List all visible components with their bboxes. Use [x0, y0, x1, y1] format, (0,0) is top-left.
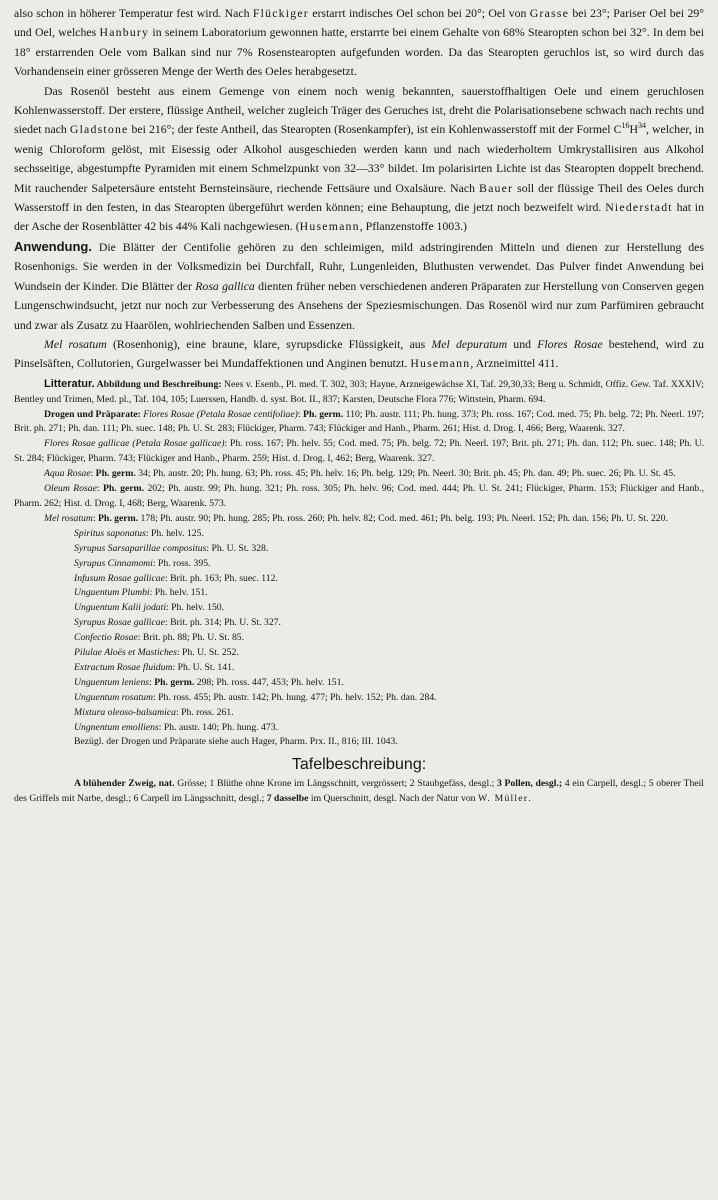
list-item: Syrupus Sarsaparillae compositus: Ph. U. St. 328. [74, 542, 269, 554]
author-hanbury: Hanbury [99, 25, 150, 40]
main-text [14, 4, 704, 374]
paragraph-rosenoel-temperatur: also schon in höherer Temperatur fest wird. Nach Flückiger erstarrt indisches Oel schon bei 20°; Oel von Grasse bei 23°; Pariser Oel bei 29° und Oel, welches Hanbury in seinem Laboratorium gewonnen hatte, erstarrte bei einem Gehalte von 68% Stearopten schon bei 32°. In dem bei 18° erstarrenden Oele vom Balkan sind nur 7% Rosenstearopten aufgefunden worden. Da das Stearopten geruchlos ist, so wird durch das Vorhandensein einer grösseren Menge der Werth des Oeles herabgesetzt. [14, 6, 704, 79]
literatur-hager-reference: Bezügl. der Drogen und Präparate siehe auch Hager, Pharm. Prx. II., 816; III. 1043. [74, 736, 398, 748]
literatur-abbildung: Litteratur. Abbildung und Beschreibung: Nees v. Esenb., Pl. med. T. 302, 303; Hayne, Arzneigewächse XI, Taf. 29,30,33; Berg u. Schmidt, Offiz. Gew. Taf. XXXIV; Bentley und Trimen, Med. pl., Taf. 104, 105; Luerssen, Handb. d. syst. Bot. II., 837; Karsten, Deutsche Flora 776; Wittstein, Pharm. 694. [14, 377, 704, 405]
formula-subscript-h: 34 [637, 121, 646, 131]
paragraph-mel-rosatum: Mel rosatum (Rosenhonig), eine braune, klare, syrupsdicke Flüssigkeit, aus Mel depuratum und Flores Rosae bestehend, wird zu Pinselsäften, Collutorien, Gurgelwasser bei Mundaffektionen und Anginen benutzt. Husemann, Arzneimittel 411. [14, 336, 705, 371]
section-heading-drogen: Drogen und Präparate: [44, 408, 141, 420]
tafelbeschreibung-section [14, 756, 704, 806]
literatur-flores-rosae-gallicae: Flores Rosae gallicae (Petala Rosae gallicae): Ph. ross. 167; Ph. helv. 55; Cod. med. 75; Ph. belg. 72; Ph. Neerl. 197; Brit. ph. 271; Ph. dan. 112; Ph. suec. 148; Ph. U. St. 284; Flückiger, Pharm. 743; Flückiger and Hanb., Pharm. 259; Hist. d. Drog. I, 462; Berg, Waarenk. 327. [14, 438, 705, 465]
list-item: Unguentum Plumbi: Ph. helv. 151. [74, 587, 208, 599]
literatur-mel-rosatum: Mel rosatum: Ph. germ. 178; Ph. austr. 90; Ph. hung. 285; Ph. ross. 260; Ph. helv. 82; Cod. med. 461; Ph. belg. 193; Ph. Neerl. 152; Ph. dan. 156; Ph. U. St. 220. [44, 512, 668, 524]
literatur-drogen-flores-rosae: Drogen und Präparate: Flores Rosae (Petala Rosae centifoliae): Ph. germ. 110; Ph. austr. 111; Ph. hung. 373; Ph. ross. 167; Cod. med. 75; Ph. belg. 72; Ph. Neerl. 197; Brit. ph. 271; Ph. dan. 111; Ph. suec. 148; Ph. U. St. 283; Flückiger, Pharm. 743; Flückiger and Hanb., Pharm. 261; Hist. d. Drog. I, 466; Berg, Waarenk. 327. [14, 408, 704, 435]
list-item: Unguentum rosatum: Ph. ross. 455; Ph. austr. 142; Ph. hung. 477; Ph. helv. 152; Ph. dan. 284. [74, 691, 437, 703]
list-item: Infusum Rosae gallicae: Brit. ph. 163; Ph. suec. 112. [74, 572, 278, 584]
list-item: Unguentum Kalii jodati: Ph. helv. 150. [74, 602, 225, 614]
list-item: Spiritus saponatus: Ph. helv. 125. [74, 527, 204, 539]
list-item: Syrupus Cinnamomi: Ph. ross. 395. [74, 557, 211, 569]
author-gladstone: Gladstone [69, 122, 129, 137]
literatur-oleum-rosae: Oleum Rosae: Ph. germ. 202; Ph. austr. 99; Ph. hung. 321; Ph. ross. 305; Ph. helv. 96; Cod. med. 444; Ph. U. St. 241; Flückiger, Pharm. 153; Flückiger and Hanb., Pharm. 262; Hist. d. Drog. I, 468; Berg, Waarenk. 573. [14, 483, 704, 509]
formula-subscript-c: 16 [621, 121, 630, 131]
tafel-title: Tafelbeschreibung: [291, 756, 427, 774]
section-heading-litteratur: Litteratur. [44, 377, 95, 390]
place-grasse: Grasse [529, 6, 570, 20]
literatur-section [14, 377, 704, 751]
tafel-description: A blühender Zweig, nat. Grösse; 1 Blüthe ohne Krone im Längsschnitt, vergrössert; 2 Staubgefäss, desgl.; 3 Pollen, desgl.; 4 ein Carpell, desgl.; 5 oberer Theil des Griffels mit Narbe, desgl.; 6 Carpell im Längsschnitt, desgl.; 7 dasselbe im Querschnitt, desgl. Nach der Natur von W. Müller. [14, 778, 704, 805]
author-niederstadt: Niederstadt [605, 200, 673, 215]
paragraph-rosenoel-bestand: Das Rosenöl besteht aus einem Gemenge von einem noch wenig bekannten, sauerstoffhaltigen Oele und einem geruchlosen Kohlenwasserstoff. Der erstere, flüssige Antheil, welcher zugleich Träger des Geruches ist, dreht die Polarisationsebene schwach nach rechts und siedet nach Gladstone bei 216°; der feste Antheil, das Stearopten (Rosenkampfer), ist ein Kohlenwasserstoff mit der Formel $C^{16}H^{34}$, welcher, in wenig Chloroform gelöst, mit Eisessig oder Alkohol ausgeschieden werden kann und nach wiederholtem Umkrystallisiren aus Alkohol sechsseitige, abgestumpfte Pyramiden mit einem Schmelzpunkt von 32—33° bildet. Im polarisirten Lichte ist das Stearopten doppelt brechend. Mit rauchender Salpetersäure entsteht Bernsteinsäure, riechende Fettsäure und Oxalsäure. Nach Bauer soll der flüssige Theil des Oeles durch Wasserstoff in den festen, in das Stearopten übergeführt werden können; eine Behauptung, die jetzt noch bezweifelt wird. Niederstadt hat in der Asche der Rosenblätter 42 bis 44% Kali nachgewiesen. (Husemann, Pflanzenstoffe 1003.) [14, 83, 704, 234]
paragraph-anwendung: Anwendung. Die Blätter der Centifolie gehören zu den schleimigen, mild adstringirenden Mitteln und dienen zur Herstellung des Rosenhonigs. Sie werden in der Volksmedizin bei Durchfall, Ruhr, Lungenleiden, Bluthusten verwendet. Das Pulver findet Anwendung bei Wundsein der Kinder. Die Blätter der Rosa gallica dienten früher neben verschiedenen anderen Präparaten zur Herstellung von Conserven gegen Lungenschwindsucht, jetzt nur noch zur Verbesserung des Ansehens der Speziesmischungen. Das Rosenöl wird nur zum Parfümiren gebraucht und zwar als Zusatz zu Haarölen, wohlriechenden Salben und Essenzen. [14, 238, 705, 332]
literatur-aqua-rosae: Aqua Rosae: Ph. germ. 34; Ph. austr. 20; Ph. hung. 63; Ph. ross. 45; Ph. helv. 16; Ph. belg. 129; Ph. Neerl. 30; Brit. ph. 45; Ph. dan. 49; Ph. suec. 26; Ph. U. St. 45. [44, 468, 676, 480]
author-mueller: W. Müller [477, 793, 529, 805]
list-item: Mixtura oleoso-balsamica: Ph. ross. 261. [74, 706, 234, 718]
list-item: Syrupus Rosae gallicae: Brit. ph. 314; Ph. U. St. 327. [74, 617, 281, 629]
section-heading-anwendung: Anwendung. [14, 238, 92, 254]
list-item: Ungnentum emolliens: Ph. austr. 140; Ph. hung. 473. [74, 721, 278, 733]
list-item: Extractum Rosae fluidum: Ph. U. St. 141. [74, 661, 235, 673]
author-flueckiger: Flückiger [252, 6, 309, 20]
list-item: Confectio Rosae: Brit. ph. 88; Ph. U. St. 85. [74, 632, 245, 644]
list-item: Pilulae Aloës et Mastiches: Ph. U. St. 252. [74, 647, 239, 659]
list-item: Unguentum leniens: Ph. germ. 298; Ph. ross. 447, 453; Ph. helv. 151. [74, 676, 344, 688]
author-husemann: Husemann [299, 219, 360, 234]
author-husemann-2: Husemann [410, 356, 471, 371]
author-bauer: Bauer [479, 180, 514, 195]
